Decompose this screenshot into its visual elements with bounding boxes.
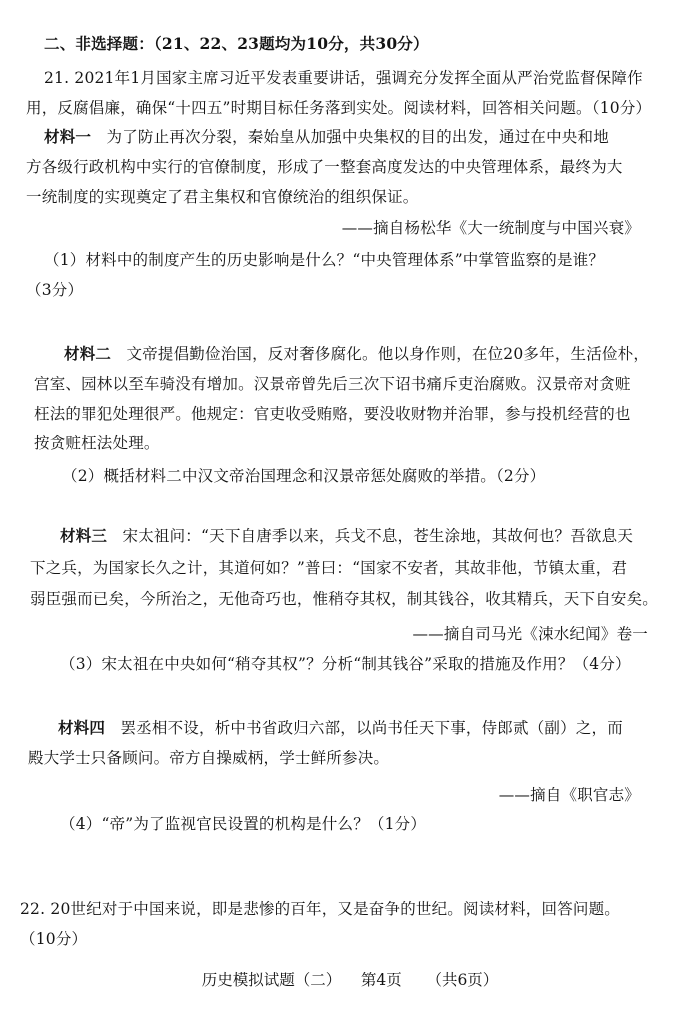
material-2-text-1: 文帝提倡勤俭治国，反对奢侈腐化。他以身作则，在位20多年，生活俭朴， [126, 345, 650, 363]
material-2-line-2: 宫室、园林以至车骑没有增加。汉景帝曾先后三次下诏书痛斥吏治腐败。汉景帝对贪赃 [34, 375, 631, 393]
material-3-source: ——摘自司马光《涑水纪闻》卷一 [412, 625, 648, 643]
material-2-line-4: 按贪赃枉法处理。 [34, 434, 160, 452]
page-footer [0, 968, 700, 990]
footer-total-pages: （共6页） [426, 971, 499, 989]
material-4-label: 材料四 [58, 718, 106, 737]
sub-question-4: （4）“帝”为了监视官民设置的机构是什么？（1分） [60, 815, 427, 833]
material-4-source: ——摘自《职官志》 [498, 786, 640, 804]
q22-stem-line-2: （10分） [20, 930, 88, 948]
material-2-line-1 [64, 343, 649, 365]
material-3-label: 材料三 [60, 526, 108, 545]
material-1-line-3: 一统制度的实现奠定了君主集权和官僚统治的组织保证。 [26, 188, 419, 206]
q21-stem-line-1: 21. 2021年1月国家主席习近平发表重要讲话，强调充分发挥全面从严治党监督保障作 [44, 69, 643, 87]
q22-stem-line-1: 22. 20世纪对于中国来说，即是悲惨的百年，又是奋争的世纪。阅读材料，回答问题。 [20, 900, 621, 918]
material-1-text-1: 为了防止再次分裂，秦始皇从加强中央集权的目的出发，通过在中央和地 [106, 128, 609, 146]
material-2-label: 材料二 [64, 344, 112, 363]
material-3-line-2: 下之兵，为国家长久之计，其道何如？”普曰：“国家不安者，其故非他，节镇太重，君 [30, 559, 628, 577]
sub-question-1-line-1: （1）材料中的制度产生的历史影响是什么？“中央管理体系”中掌管监察的是谁？ [44, 251, 605, 269]
material-3-line-3: 弱臣强而已矣，今所治之，无他奇巧也，惟稍夺其权，制其钱谷，收其精兵，天下自安矣。 [30, 590, 659, 608]
material-1-source: ——摘自杨松华《大一统制度与中国兴衰》 [341, 219, 640, 237]
sub-question-3: （3）宋太祖在中央如何“稍夺其权”？分析“制其钱谷”采取的措施及作用？（4分） [60, 655, 631, 673]
material-1-label: 材料一 [44, 127, 92, 146]
section-header: 二、非选择题：（21、22、23题均为10分，共30分） [44, 34, 429, 53]
material-1-line-1 [44, 126, 609, 148]
material-3-line-1 [60, 525, 633, 547]
material-3-text-1: 宋太祖问：“天下自唐季以来，兵戈不息，苍生涂地，其故何也？吾欲息天 [122, 527, 634, 545]
q21-stem-line-2: 用，反腐倡廉，确保“十四五”时期目标任务落到实处。阅读材料，回答相关问题。（10分） [26, 99, 652, 117]
material-4-line-1 [58, 717, 623, 739]
sub-question-1-line-2: （3分） [26, 281, 84, 299]
material-4-text-1: 罢丞相不设，析中书省政归六部，以尚书任天下事，侍郎贰（副）之，而 [120, 719, 623, 737]
material-4-line-2: 殿大学士只备顾问。帝方自操威柄，学士鲜所参决。 [28, 749, 390, 767]
material-1-line-2: 方各级行政机构中实行的官僚制度，形成了一整套高度发达的中央管理体系，最终为大 [26, 158, 623, 176]
footer-page-number: 第4页 [360, 971, 402, 989]
material-2-line-3: 枉法的罪犯处理很严。他规定：官吏收受贿赂，要没收财物并治罪，参与投机经营的也 [34, 405, 631, 423]
footer-title: 历史模拟试题（二） [201, 971, 342, 989]
sub-question-2: （2）概括材料二中汉文帝治国理念和汉景帝惩处腐败的举措。（2分） [62, 467, 546, 485]
